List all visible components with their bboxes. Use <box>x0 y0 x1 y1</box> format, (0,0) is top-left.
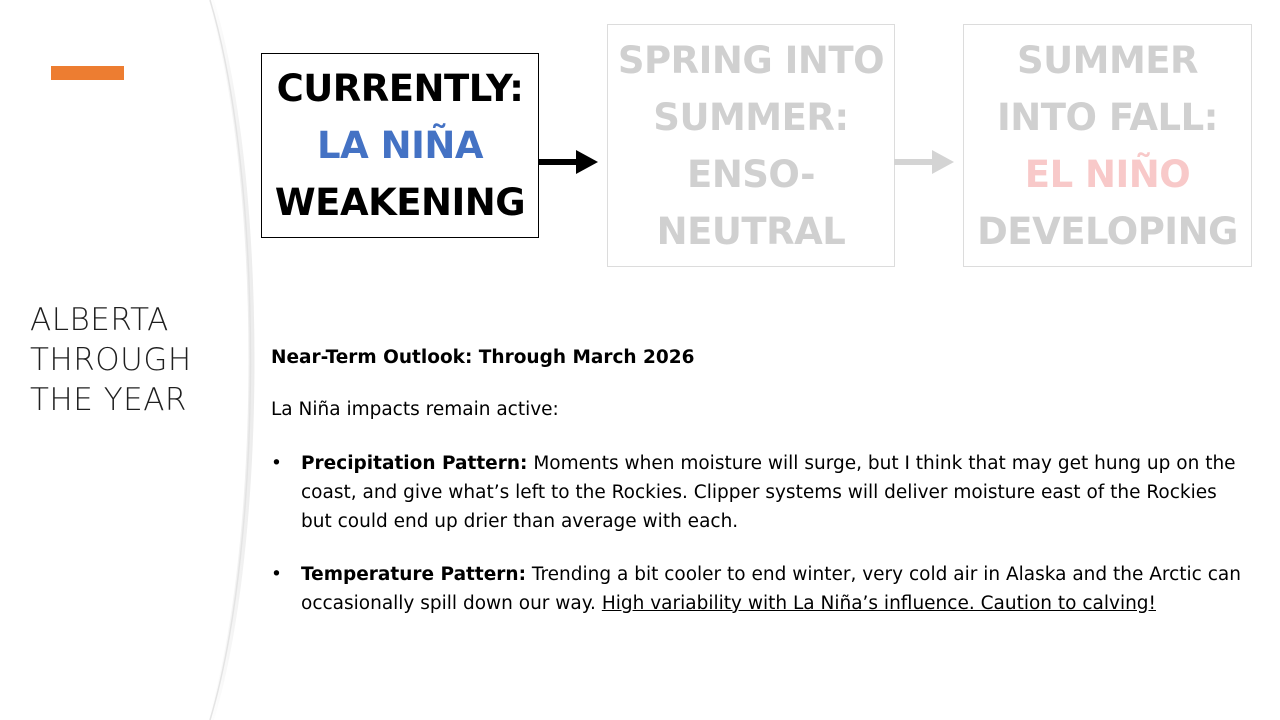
stage-current-line-3: WEAKENING <box>274 181 526 224</box>
stage-summer-box <box>963 24 1252 267</box>
stage-summer-line-2: INTO FALL: <box>997 95 1218 139</box>
bullet-text: Moments when moisture will surge, but I think that may get hung up on the coast, and give what’s left to the Rockies. Clipper systems will deliver moisture east of the Rockies but could end up drier than average with each. <box>301 453 1236 532</box>
stage-spring-line-1: SPRING INTO <box>617 38 885 82</box>
sidebar-panel <box>0 0 260 720</box>
sidebar-title-line-2: THROUGH <box>30 342 192 378</box>
arrow-right-icon <box>538 147 600 177</box>
accent-bar <box>51 66 124 80</box>
stage-summer-line-3: EL NIÑO <box>1024 152 1191 196</box>
arrow-right-faded-icon <box>894 147 956 177</box>
outlook-intro: La Niña impacts remain active: <box>271 399 559 420</box>
stage-spring-line-2: SUMMER: <box>653 95 849 139</box>
bullet-label: Precipitation Pattern: <box>301 453 528 474</box>
list-item <box>271 449 1246 536</box>
outlook-heading: Near-Term Outlook: Through March 2026 <box>271 347 695 368</box>
bullet-label: Temperature Pattern: <box>301 564 526 585</box>
bullet-icon: • <box>271 453 282 474</box>
stage-spring-line-3: ENSO- <box>687 152 815 196</box>
bullet-icon: • <box>271 564 282 585</box>
outlook-bullet-list <box>271 449 1246 618</box>
sidebar-title-line-3: THE YEAR <box>30 382 187 418</box>
stage-current-line-2: LA NIÑA <box>317 124 483 167</box>
stage-summer-line-1: SUMMER <box>1016 38 1199 82</box>
outlook-section <box>271 344 1246 642</box>
stage-spring-line-4: NEUTRAL <box>656 209 846 253</box>
list-item <box>271 560 1246 618</box>
bullet-emphasis: High variability with La Niña’s influence. Caution to calving! <box>601 593 1156 614</box>
stage-current-line-1: CURRENTLY: <box>276 67 524 110</box>
stage-current-box <box>261 53 539 238</box>
sidebar-title <box>30 300 230 420</box>
stage-spring-box <box>607 24 895 267</box>
stage-summer-line-4: DEVELOPING <box>977 209 1238 253</box>
sidebar-title-line-1: ALBERTA <box>30 302 169 338</box>
bullet-text: Trending a bit cooler to end winter, very cold air in Alaska and the Arctic can occasionally spill down our way. <box>301 564 1241 614</box>
